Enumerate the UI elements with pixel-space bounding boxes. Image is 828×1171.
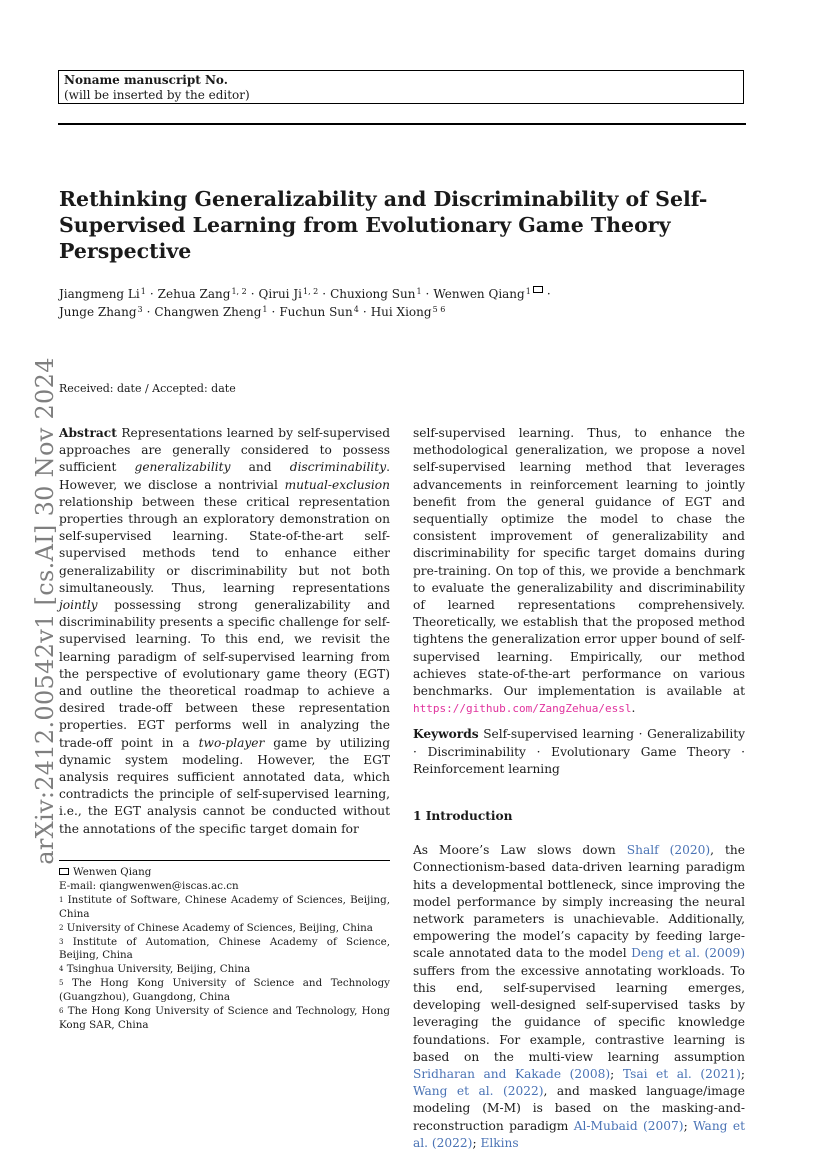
author-name: Changwen Zheng bbox=[154, 305, 262, 319]
citation-link[interactable]: Shalf (2020) bbox=[626, 843, 711, 858]
corresponding-author bbox=[59, 866, 390, 880]
affiliation-footnote bbox=[59, 936, 390, 964]
author-separator: · bbox=[546, 287, 551, 301]
affiliation-footnote bbox=[59, 963, 390, 977]
corresponding-name: Wenwen Qiang bbox=[73, 866, 152, 878]
citation-link[interactable]: Tsai et al. (2021) bbox=[622, 1066, 741, 1081]
intro-text: As Moore’s Law slows down bbox=[413, 843, 627, 858]
manuscript-number: Noname manuscript No. bbox=[64, 73, 228, 87]
abstract-text: . However, we disclose a nontrivial bbox=[59, 460, 390, 492]
affiliation-text: Institute of Software, Chinese Academy of Sciences, Beijing, China bbox=[59, 893, 390, 920]
footnote-marker: 2 bbox=[59, 923, 64, 932]
affiliation-text: The Hong Kong University of Science and Technology (Guangzhou), Guangdong, China bbox=[59, 977, 390, 1004]
citation-link[interactable]: Wang et al. (2022) bbox=[413, 1084, 544, 1099]
abstract-text: Representations learned by self-supervised approaches are generally considered to possess sufficient bbox=[59, 426, 390, 475]
abstract-emphasis: generalizability bbox=[134, 460, 231, 475]
editor-header-box bbox=[58, 70, 744, 104]
received-date: Received: date / Accepted: date bbox=[59, 382, 236, 395]
footnote-rule bbox=[59, 860, 390, 861]
abstract-text: possessing strong generalizability and discriminability presents a specific challenge for self-supervised learning. To this end, we revisit the learning paradigm of self-supervised learning from the perspective of evolutionary game theory (EGT) and outline the theoretical roadmap to achieve a desired trade-off between these representation properties. EGT performs well in analyzing the trade-off point in a bbox=[59, 598, 390, 750]
author-separator: · bbox=[322, 287, 327, 301]
affiliation-footnote bbox=[59, 1005, 390, 1033]
author-affiliation: 3 bbox=[137, 305, 143, 314]
affiliation-text: Institute of Automation, Chinese Academy of Science, Beijing, China bbox=[59, 935, 391, 962]
author-separator: · bbox=[362, 305, 367, 319]
envelope-icon bbox=[59, 868, 69, 875]
author-name: Junge Zhang bbox=[59, 305, 137, 319]
intro-text: ; bbox=[740, 1066, 745, 1081]
author-separator: · bbox=[271, 305, 276, 319]
author-separator: · bbox=[149, 287, 154, 301]
abstract-text: game by utilizing dynamic system modeling. However, the EGT analysis requires sufficient annotated data, which contradicts the principle of self-supervised learning, i.e., the EGT analysis cannot be conducted without the annotations of the specific target domain for bbox=[59, 735, 390, 836]
abstract-text: . bbox=[631, 701, 636, 716]
abstract-emphasis: mutual-exclusion bbox=[284, 477, 390, 492]
footnote-marker: 5 bbox=[59, 979, 64, 988]
citation-link[interactable]: Elkins bbox=[480, 1135, 519, 1150]
author-affiliation: 1 bbox=[525, 287, 531, 296]
code-repository-link[interactable]: https://github.com/ZangZehua/essl bbox=[413, 702, 632, 716]
author-affiliation: 1 bbox=[262, 305, 268, 314]
affiliation-footnote bbox=[59, 977, 390, 1005]
author-affiliation: 5 6 bbox=[432, 305, 446, 314]
abstract-paragraph-continued bbox=[413, 425, 745, 717]
affiliation-text: University of Chinese Academy of Sciences, Beijing, China bbox=[66, 921, 373, 934]
footnote-marker: 4 bbox=[59, 965, 64, 974]
author-name: Zehua Zang bbox=[157, 287, 231, 301]
author-name: Hui Xiong bbox=[370, 305, 432, 319]
footnotes bbox=[59, 866, 390, 1033]
abstract-emphasis: discriminability bbox=[289, 460, 387, 475]
affiliation-footnote bbox=[59, 922, 390, 936]
footnote-marker: 6 bbox=[59, 1007, 64, 1016]
abstract-column-left bbox=[59, 425, 390, 838]
right-column bbox=[413, 425, 745, 1152]
intro-text: ; bbox=[472, 1135, 481, 1150]
affiliation-text: The Hong Kong University of Science and Technology, Hong Kong SAR, China bbox=[59, 1005, 390, 1031]
affiliation-text: Tsinghua University, Beijing, China bbox=[66, 963, 251, 976]
citation-link[interactable]: Wang et al. (2022) bbox=[413, 1118, 745, 1150]
author-separator: · bbox=[425, 287, 430, 301]
author-name: Qirui Ji bbox=[258, 287, 302, 301]
author-affiliation: 1 bbox=[140, 287, 146, 296]
intro-text: suffers from the excessive annotating workloads. To this end, self-supervised learning emerges, developing well-designed self-supervised tasks by leveraging the guidance of specific knowledge foundations. For example, contrastive learning is based on the multi-view learning assumption bbox=[413, 963, 745, 1064]
author-name: Fuchun Sun bbox=[279, 305, 353, 319]
envelope-icon bbox=[533, 286, 543, 293]
abstract-text: self-supervised learning. Thus, to enhance the methodological generalization, we propose a novel self-supervised learning method that leverages advancements in reinforcement learning to jointly benefit from the general guidance of EGT and sequentially optimize the model to chase the consistent improvement of generalizability and discriminability for specific target domains during pre-training. On top of this, we provide a benchmark to evaluate the generalizability and discriminability of learned representations comprehensively. Theoretically, we establish that the proposed method tightens the generalization error upper bound of self-supervised learning. Empirically, our method achieves state-of-the-art performance on various benchmarks. Our implementation is available at bbox=[413, 426, 745, 699]
citation-link[interactable]: Sridharan and Kakade (2008) bbox=[413, 1066, 611, 1081]
author-name: Chuxiong Sun bbox=[330, 287, 416, 301]
abstract-text: relationship between these critical representation properties through an exploratory demonstration on self-supervised learning. State-of-the-art self-supervised methods tend to enhance either generalizability or discriminability but not both simultaneously. Thus, learning representations bbox=[59, 494, 390, 595]
intro-text: , and masked language/image modeling (M-M) is based on the masking-and-reconstruction paradigm bbox=[413, 1084, 745, 1133]
citation-link[interactable]: Al-Mubaid (2007) bbox=[573, 1118, 684, 1133]
author-separator: · bbox=[250, 287, 255, 301]
introduction-paragraph bbox=[413, 842, 745, 1152]
author-affiliation: 1, 2 bbox=[302, 287, 319, 296]
keywords-text: Self-supervised learning · Generalizability · Discriminability · Evolutionary Game Theory · Reinforcement learning bbox=[413, 727, 745, 776]
author-affiliation: 4 bbox=[353, 305, 359, 314]
corresponding-email: E-mail: qiangwenwen@iscas.ac.cn bbox=[59, 879, 239, 892]
abstract-label: Abstract bbox=[59, 426, 117, 440]
header-rule bbox=[58, 123, 746, 125]
arxiv-identifier: arXiv:2412.00542v1 [cs.AI] 30 Nov 2024 bbox=[31, 357, 59, 865]
author-name: Jiangmeng Li bbox=[59, 287, 140, 301]
affiliation-footnote bbox=[59, 894, 390, 922]
author-affiliation: 1, 2 bbox=[231, 287, 247, 296]
footnote-marker: 3 bbox=[59, 937, 64, 946]
author-list bbox=[59, 285, 759, 321]
abstract-text: and bbox=[230, 460, 290, 475]
abstract-paragraph bbox=[59, 425, 390, 838]
author-separator: · bbox=[146, 305, 151, 319]
author-name: Wenwen Qiang bbox=[433, 287, 525, 301]
footnote-marker: 1 bbox=[59, 895, 64, 904]
intro-text: , the Connectionism-based data-driven learning paradigm hits a developmental bottleneck, since improving the model performance by simply increasing the neural network parameters is unachievable. Additionally, empowering the model’s capacity by feeding large-scale annotated data to the model bbox=[413, 843, 745, 961]
section-heading-introduction: 1 Introduction bbox=[413, 809, 513, 824]
intro-text: ; bbox=[610, 1066, 623, 1081]
keywords-label: Keywords bbox=[413, 727, 479, 742]
paper-title: Rethinking Generalizability and Discriminability of Self-Supervised Learning from Evolutionary Game Theory Perspective bbox=[59, 187, 708, 263]
abstract-emphasis: jointly bbox=[59, 598, 98, 613]
editor-note: (will be inserted by the editor) bbox=[64, 88, 250, 102]
citation-link[interactable]: Deng et al. (2009) bbox=[631, 946, 746, 961]
intro-text: ; bbox=[683, 1118, 694, 1133]
abstract-emphasis: two-player bbox=[198, 735, 265, 750]
keywords-paragraph bbox=[413, 726, 745, 778]
author-affiliation: 1 bbox=[416, 287, 422, 296]
